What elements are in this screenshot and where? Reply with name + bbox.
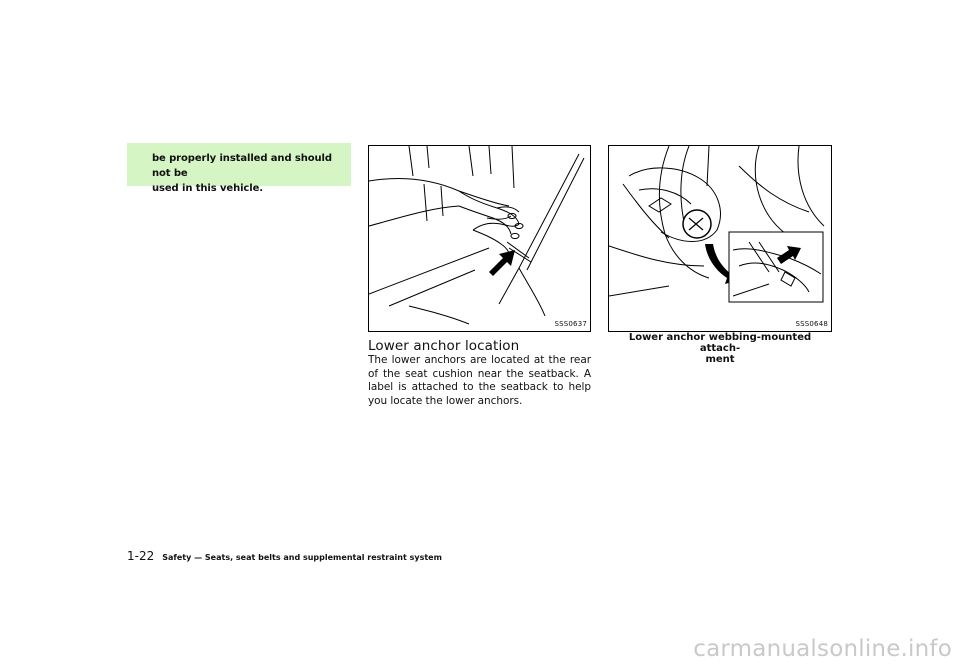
- figure-code-1: SSS0637: [554, 320, 587, 328]
- section-heading: Lower anchor location: [368, 338, 520, 354]
- watermark: carmanualsonline.info: [693, 636, 952, 662]
- warning-box: [127, 143, 351, 194]
- webbing-mounted-attachment-figure: [608, 145, 832, 332]
- warning-text: [152, 151, 345, 196]
- lower-anchor-location-figure: [368, 145, 591, 332]
- figure-caption: [608, 332, 832, 365]
- caption-line-1: Lower anchor webbing-mounted attach-: [628, 332, 812, 354]
- page-number: 1-22: [127, 549, 155, 563]
- warning-line-2: used in this vehicle.: [152, 183, 263, 194]
- child-seat-illustration: [609, 146, 831, 331]
- figure-code-2: SSS0648: [795, 320, 828, 328]
- footer-chapter-title: Safety — Seats, seat belts and supplemental restraint system: [162, 553, 442, 562]
- warning-line-1: be properly installed and should not be: [152, 153, 332, 179]
- hands-seat-illustration: [369, 146, 590, 331]
- page-footer: [127, 549, 442, 563]
- section-body: The lower anchors are located at the rear of the seat cushion near the seatback. A label is attached to the seatback to help you locate the lower anchors.: [368, 354, 591, 407]
- caption-line-2: ment: [705, 354, 735, 365]
